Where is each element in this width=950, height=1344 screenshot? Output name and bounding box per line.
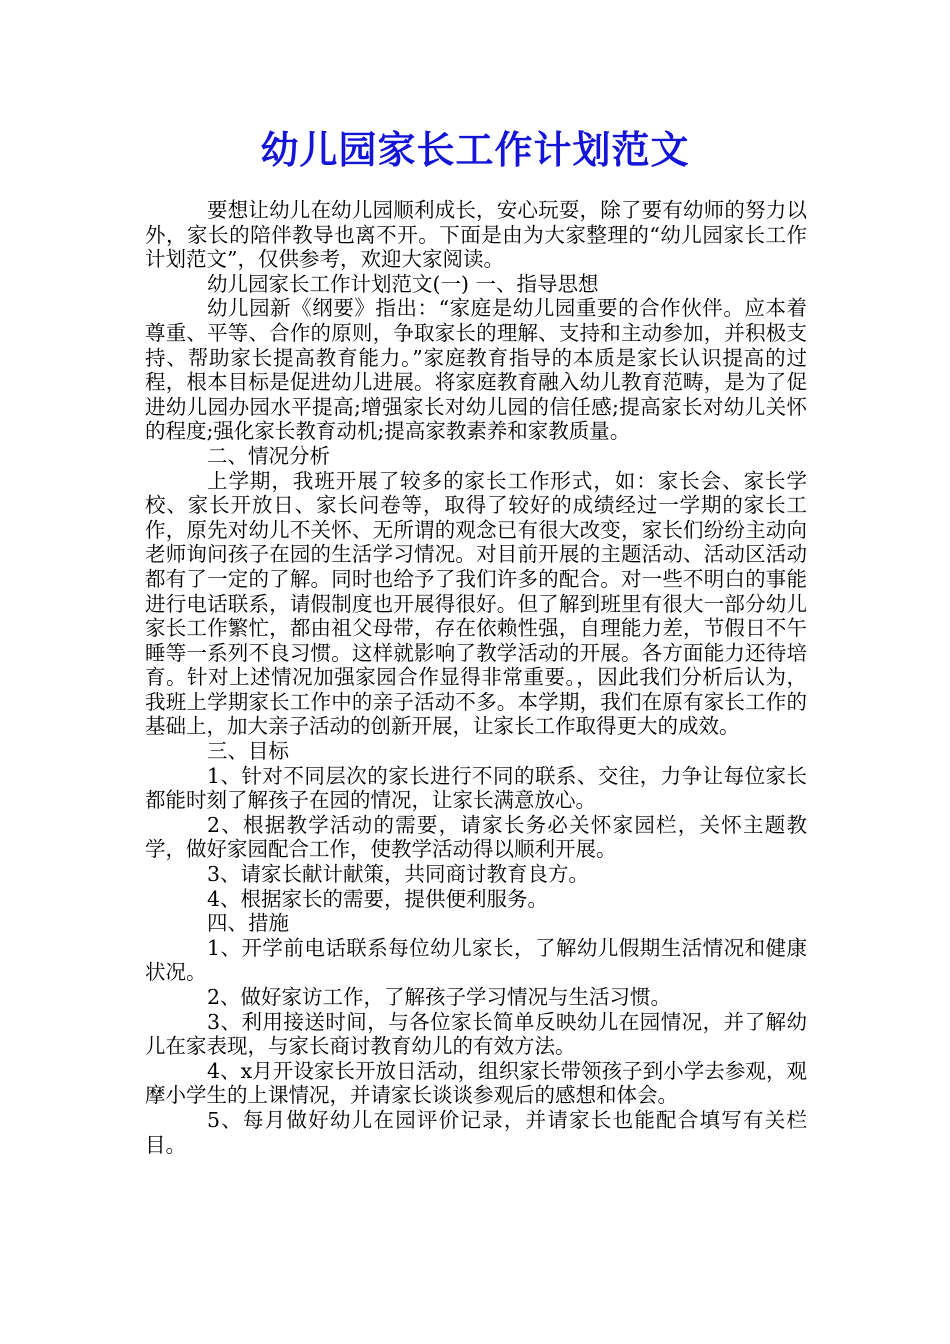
guiding-thought-paragraph: 幼儿园新《纲要》指出：“家庭是幼儿园重要的合作伙伴。应本着尊重、平等、合作的原则，争取家长的理解、支持和主动参加，并积极支持、帮助家长提高教育能力。”家庭教育指导的本质是家长认识提高的过程，根本目标是促进幼儿进展。将家庭教育融入幼儿教育范畴，是为了促进幼儿园办园水平提高;增强家长对幼儿园的信任感;提高家长对幼儿关怀的程度;强化家长教育动机;提高家教素养和家教质量。: [145, 296, 807, 444]
section-heading-measures: 四、措施: [207, 911, 289, 936]
goal-item: 4、根据家长的需要，提供便利服务。: [207, 886, 549, 911]
measure-item: 1、开学前电话联系每位幼儿家长，了解幼儿假期生活情况和健康状况。: [145, 935, 807, 985]
measure-item: 2、做好家访工作，了解孩子学习情况与生活习惯。: [207, 985, 672, 1009]
situation-analysis-paragraph: 上学期，我班开展了较多的家长工作形式，如：家长会、家长学校、家长开放日、家长问卷等，取得了较好的成绩经过一学期的家长工作，原先对幼儿不关怀、无所谓的观念已有很大改变，家长们纷纷主动向老师询问孩子在园的生活学习情况。对目前开展的主题活动、活动区活动都有了一定的了解。同时也给予了我们许多的配合。对一些不明白的事能进行电话联系，请假制度也开展得很好。但了解到班里有很大一部分幼儿家长工作繁忙，都由祖父母带，存在依赖性强，自理能力差，节假日不午睡等一系列不良习惯。这样就影响了教学活动的开展。各方面能力还待培育。针对上述情况加强家园合作显得非常重要。，因此我们分析后认为，我班上学期家长工作中的亲子活动不多。本学期，我们在原有家长工作的基础上，加大亲子活动的创新开展，让家长工作取得更大的成效。: [145, 468, 807, 739]
goal-item: 1、针对不同层次的家长进行不同的联系、交往，力争让每位家长都能时刻了解孩子在园的情况，让家长满意放心。: [145, 763, 807, 813]
measure-item: 4、x月开设家长开放日活动，组织家长带领孩子到小学去参观，观摩小学生的上课情况，并请家长谈谈参观后的感想和体会。: [145, 1058, 807, 1108]
section-heading-guiding-thought: 幼儿园家长工作计划范文(一) 一、指导思想: [207, 271, 599, 296]
document-title: 幼儿园家长工作计划范文: [260, 127, 690, 172]
section-heading-goals: 三、目标: [207, 739, 289, 764]
goal-item: 3、请家长献计献策，共同商讨教育良方。: [207, 862, 590, 887]
section-heading-situation-analysis: 二、情况分析: [207, 443, 330, 468]
measure-item: 5、每月做好幼儿在园评价记录，并请家长也能配合填写有关栏目。: [145, 1107, 807, 1157]
measure-item: 3、利用接送时间，与各位家长简单反映幼儿在园情况，并了解幼儿在家表现，与家长商讨教育幼儿的有效方法。: [145, 1009, 807, 1059]
goal-item: 2、根据教学活动的需要，请家长务必关怀家园栏，关怀主题教学，做好家园配合工作，使教学活动得以顺利开展。: [145, 812, 807, 862]
intro-paragraph: 要想让幼儿在幼儿园顺利成长，安心玩耍，除了要有幼师的努力以外，家长的陪伴教导也离不开。下面是由为大家整理的“幼儿园家长工作计划范文”，仅供参考，欢迎大家阅读。: [145, 198, 807, 272]
document-body: [145, 198, 807, 1157]
